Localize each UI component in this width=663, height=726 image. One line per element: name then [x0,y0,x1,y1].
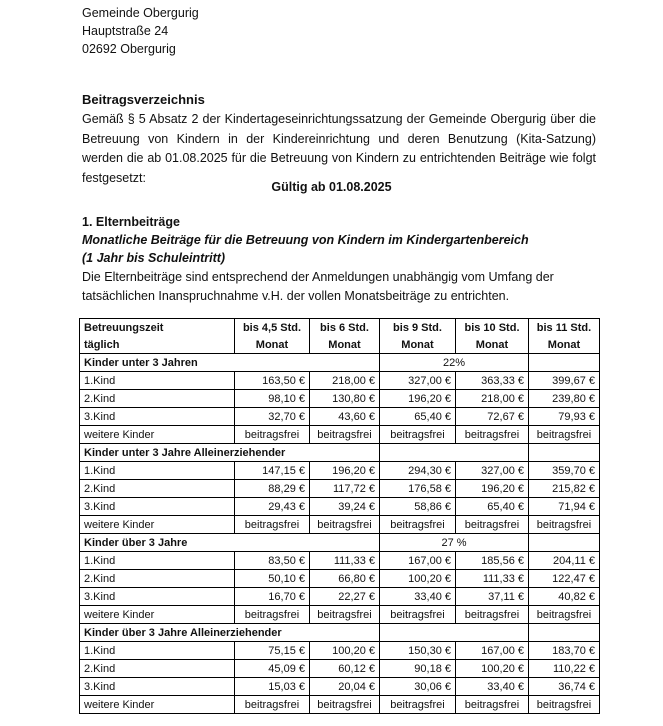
row-label: 3.Kind [80,678,235,696]
header-col-2: bis 6 Std. [310,319,380,337]
fee-cell: 359,70 € [529,462,600,480]
fee-cell: beitragsfrei [456,426,529,444]
fee-cell: 111,33 € [310,552,380,570]
fee-cell: beitragsfrei [529,426,600,444]
fee-cell: 327,00 € [456,462,529,480]
fee-cell: 50,10 € [235,570,310,588]
address-line-city: 02692 Obergurig [82,42,176,56]
fee-cell: beitragsfrei [456,516,529,534]
section-description: Die Elternbeiträge sind entsprechend der Anmeldungen unabhängig vom Umfang der tatsächlichen Inanspruchnahme v.H. der vollen Monatsbeiträge zu entrichten. [82,270,554,303]
group-title: Kinder über 3 Jahre [80,534,380,552]
section-age-range: (1 Jahr bis Schuleintritt) [82,251,226,265]
table-row [80,372,600,390]
header-col-4: bis 10 Std. [456,319,529,337]
row-label: weitere Kinder [80,426,235,444]
header-col-4-unit: Monat [456,336,529,354]
fee-cell: 20,04 € [310,678,380,696]
fee-cell: 29,43 € [235,498,310,516]
table-row [80,642,600,660]
fee-cell: beitragsfrei [235,426,310,444]
header-daily: täglich [80,336,235,354]
row-label: weitere Kinder [80,606,235,624]
document-heading: Beitragsverzeichnis [82,92,205,107]
fee-cell: 98,10 € [235,390,310,408]
fee-cell: 45,09 € [235,660,310,678]
fee-cell: 100,20 € [310,642,380,660]
row-label: 3.Kind [80,408,235,426]
group-percent: 22% [380,354,529,372]
section-subtitle: Monatliche Beiträge für die Betreuung von Kindern im Kindergartenbereich [82,233,529,247]
fee-cell: beitragsfrei [380,516,456,534]
fee-cell: 37,11 € [456,588,529,606]
fee-cell: 167,00 € [456,642,529,660]
fee-cell: 163,50 € [235,372,310,390]
fee-cell: 183,70 € [529,642,600,660]
group-percent [380,444,529,462]
section-title: 1. Elternbeiträge [82,215,180,229]
header-col-5-unit: Monat [529,336,600,354]
fee-cell: 72,67 € [456,408,529,426]
fee-cell: 111,33 € [456,570,529,588]
municipality-address [82,4,199,58]
fee-cell: 130,80 € [310,390,380,408]
header-care-time: Betreuungszeit [80,319,235,337]
fee-cell: 117,72 € [310,480,380,498]
group-header-row [80,534,600,552]
fee-cell: beitragsfrei [380,606,456,624]
table-row [80,426,600,444]
fee-cell: 294,30 € [380,462,456,480]
address-line-street: Hauptstraße 24 [82,24,169,38]
group-title: Kinder über 3 Jahre Alleinerziehender [80,624,380,642]
fee-cell: 83,50 € [235,552,310,570]
fee-cell: beitragsfrei [235,606,310,624]
group-empty-cell [529,534,600,552]
row-label: 3.Kind [80,498,235,516]
fee-cell: 100,20 € [380,570,456,588]
fee-cell: beitragsfrei [380,696,456,714]
table-row [80,678,600,696]
fee-cell: 66,80 € [310,570,380,588]
group-percent: 27 % [380,534,529,552]
table-row [80,588,600,606]
table-row [80,408,600,426]
table-row [80,390,600,408]
group-percent [380,624,529,642]
fee-cell: 88,29 € [235,480,310,498]
fee-cell: beitragsfrei [529,696,600,714]
table-row [80,570,600,588]
fee-cell: beitragsfrei [235,516,310,534]
fee-cell: beitragsfrei [235,696,310,714]
fee-cell: 218,00 € [456,390,529,408]
group-header-row [80,624,600,642]
fee-cell: 58,86 € [380,498,456,516]
fee-cell: beitragsfrei [310,606,380,624]
row-label: 2.Kind [80,480,235,498]
group-header-row [80,354,600,372]
fee-cell: 218,00 € [310,372,380,390]
header-col-1-unit: Monat [235,336,310,354]
fee-cell: 399,67 € [529,372,600,390]
fee-cell: 110,22 € [529,660,600,678]
header-col-2-unit: Monat [310,336,380,354]
row-label: 1.Kind [80,372,235,390]
header-col-5: bis 11 Std. [529,319,600,337]
fee-cell: 22,27 € [310,588,380,606]
intro-paragraph: Gemäß § 5 Absatz 2 der Kindertageseinrichtungssatzung der Gemeinde Obergurig über die Betreuung von Kindern in der Kindereinrichtung und deren Benutzung (Kita-Satzung) werden die ab 01.08.2025 für die Betreuung von Kindern zu entrichtenden Beiträge wie folgt festgesetzt: [82,112,596,185]
fee-cell: beitragsfrei [456,696,529,714]
fee-cell: 65,40 € [456,498,529,516]
table-row [80,660,600,678]
header-col-3-unit: Monat [380,336,456,354]
table-row [80,552,600,570]
fee-cell: 100,20 € [456,660,529,678]
fee-cell: 79,93 € [529,408,600,426]
table-row [80,516,600,534]
fee-cell: 327,00 € [380,372,456,390]
fee-cell: 43,60 € [310,408,380,426]
row-label: 2.Kind [80,660,235,678]
fee-cell: beitragsfrei [310,426,380,444]
table-row [80,462,600,480]
fee-cell: 185,56 € [456,552,529,570]
fee-cell: 71,94 € [529,498,600,516]
fee-cell: 363,33 € [456,372,529,390]
fee-cell: beitragsfrei [529,516,600,534]
table-row [80,498,600,516]
row-label: 1.Kind [80,552,235,570]
fee-cell: beitragsfrei [456,606,529,624]
fee-cell: beitragsfrei [310,696,380,714]
fee-cell: 167,00 € [380,552,456,570]
group-title: Kinder unter 3 Jahre Alleinerziehender [80,444,380,462]
fee-cell: 36,74 € [529,678,600,696]
row-label: weitere Kinder [80,516,235,534]
fee-cell: 65,40 € [380,408,456,426]
row-label: 1.Kind [80,642,235,660]
fee-cell: beitragsfrei [310,516,380,534]
fee-cell: 122,47 € [529,570,600,588]
row-label: 2.Kind [80,390,235,408]
fee-cell: 150,30 € [380,642,456,660]
fee-cell: beitragsfrei [529,606,600,624]
fee-cell: 196,20 € [456,480,529,498]
fee-cell: 40,82 € [529,588,600,606]
fee-cell: 196,20 € [380,390,456,408]
group-empty-cell [529,624,600,642]
fee-cell: 30,06 € [380,678,456,696]
group-empty-cell [529,354,600,372]
header-col-1: bis 4,5 Std. [235,319,310,337]
fee-cell: 239,80 € [529,390,600,408]
row-label: 1.Kind [80,462,235,480]
fee-table [79,318,600,714]
fee-cell: 39,24 € [310,498,380,516]
fee-cell: 90,18 € [380,660,456,678]
row-label: 3.Kind [80,588,235,606]
valid-from-line: Gültig ab 01.08.2025 [271,180,392,194]
fee-table-body [80,354,600,714]
fee-cell: 33,40 € [456,678,529,696]
group-title: Kinder unter 3 Jahren [80,354,380,372]
fee-cell: 147,15 € [235,462,310,480]
group-empty-cell [529,444,600,462]
fee-cell: 60,12 € [310,660,380,678]
fee-cell: beitragsfrei [380,426,456,444]
fee-cell: 16,70 € [235,588,310,606]
row-label: weitere Kinder [80,696,235,714]
address-line-name: Gemeinde Obergurig [82,6,199,20]
header-col-3: bis 9 Std. [380,319,456,337]
group-header-row [80,444,600,462]
row-label: 2.Kind [80,570,235,588]
fee-cell: 215,82 € [529,480,600,498]
fee-cell: 15,03 € [235,678,310,696]
fee-cell: 204,11 € [529,552,600,570]
fee-cell: 196,20 € [310,462,380,480]
table-row [80,696,600,714]
fee-cell: 176,58 € [380,480,456,498]
table-row [80,480,600,498]
table-row [80,606,600,624]
fee-cell: 33,40 € [380,588,456,606]
fee-cell: 32,70 € [235,408,310,426]
fee-cell: 75,15 € [235,642,310,660]
